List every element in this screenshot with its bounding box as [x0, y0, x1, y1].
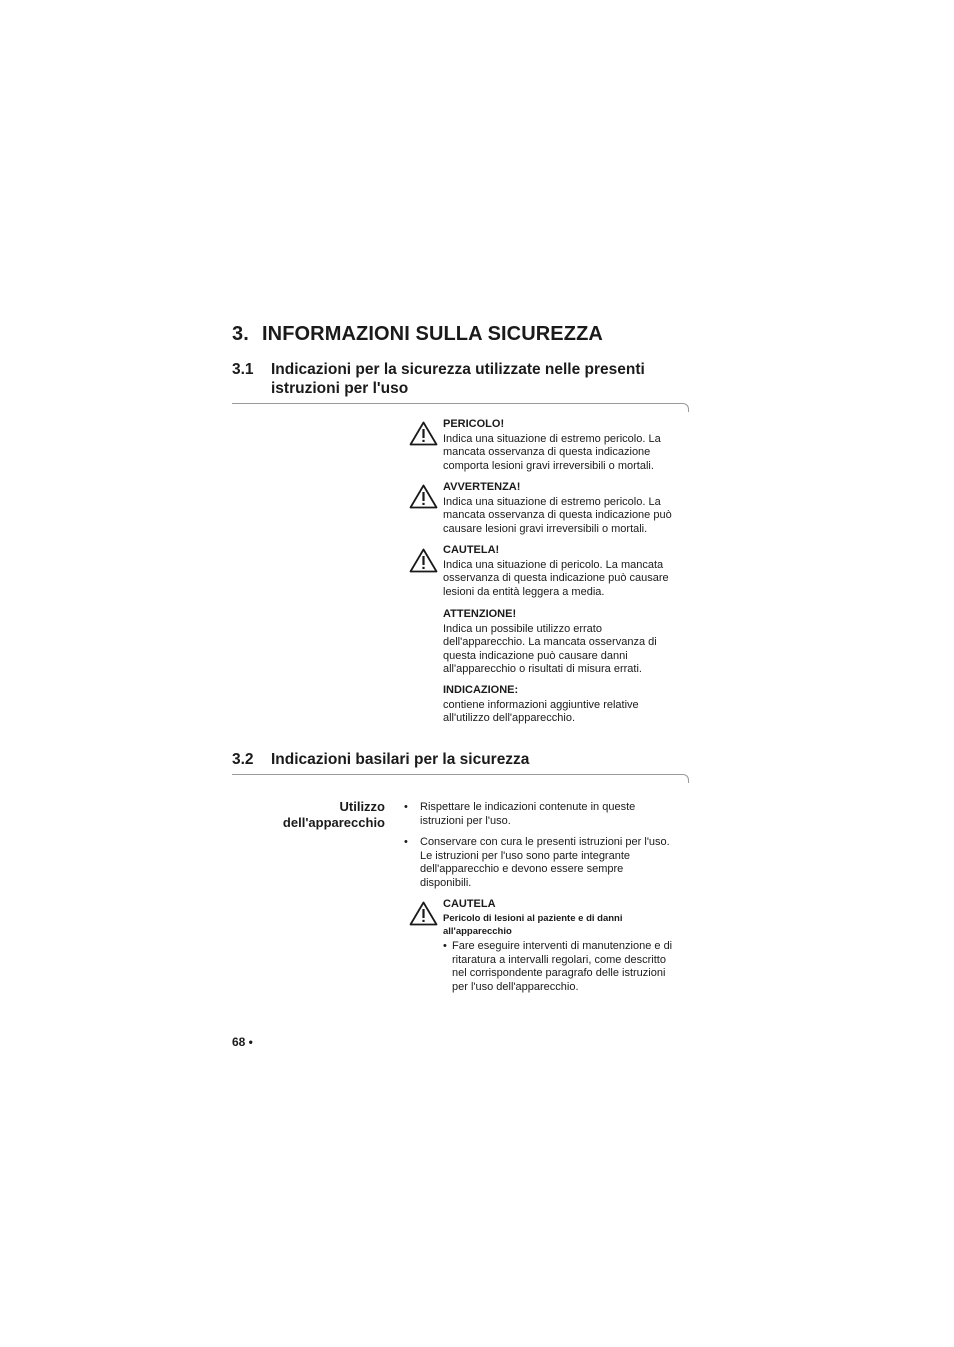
section-title-line1: Indicazioni per la sicurezza utilizzate nelle presenti — [271, 361, 645, 378]
caution-label — [443, 898, 693, 912]
notice-avvertenza — [443, 481, 693, 536]
list-item — [443, 940, 693, 996]
notice-label: AVVERTENZA! — [443, 481, 521, 493]
notice-label: INDICAZIONE: — [443, 684, 519, 696]
list-item — [404, 836, 694, 894]
caution-subtitle: Pericolo di lesioni al paziente e di danni all'apparecchio — [443, 913, 623, 937]
bullet-dot: • — [404, 836, 408, 848]
section-title: Indicazioni basilari per la sicurezza — [271, 751, 530, 768]
section-heading-3-1 — [232, 360, 692, 400]
bullet-dot: • — [443, 940, 447, 952]
notice-label: CAUTELA! — [443, 544, 500, 556]
chapter-title — [232, 323, 603, 346]
page-number: 68 • — [232, 1035, 253, 1049]
bullet-dot: • — [404, 801, 408, 813]
notice-text: contiene informazioni aggiuntive relative all'utilizzo dell'apparecchio. — [443, 698, 639, 725]
section-title-line2: istruzioni per l'uso — [271, 380, 409, 397]
warning-triangle-icon — [409, 901, 438, 926]
notice-label: ATTENZIONE! — [443, 608, 517, 620]
section-divider — [232, 403, 682, 404]
chapter-title-text: INFORMAZIONI SULLA SICUREZZA — [262, 323, 603, 345]
notice-cautela — [443, 544, 693, 599]
notice-pericolo — [443, 418, 693, 473]
notice-indicazione — [443, 684, 693, 726]
section-divider-corner — [682, 403, 689, 412]
notice-label: PERICOLO! — [443, 418, 505, 430]
section-heading-3-2 — [232, 750, 692, 770]
list-item-text: Conservare con cura le presenti istruzioni per l'uso. Le istruzioni per l'uso sono parte integrante dell'apparecchio e devono essere sempre disponibili. — [420, 836, 670, 889]
notice-text: Indica un possibile utilizzo errato dell'apparecchio. La mancata osservanza di questa indicazione può causare danni all'apparecchio o risultati di misura errati. — [443, 622, 657, 676]
list-item-text: Rispettare le indicazioni contenute in queste istruzioni per l'uso. — [420, 801, 636, 827]
warning-triangle-icon — [409, 421, 438, 446]
section-divider-corner — [682, 774, 689, 783]
notice-attenzione — [443, 608, 693, 677]
notice-text: Indica una situazione di estremo pericolo. La mancata osservanza di questa indicazione comporta lesioni gravi irreversibili o mortali. — [443, 432, 661, 472]
list-item — [404, 801, 694, 831]
side-label-utilizzo: Utilizzo dell'apparecchio — [282, 799, 385, 830]
warning-triangle-icon — [409, 484, 438, 509]
list-item-text: Fare eseguire interventi di manutenzione e di ritaratura a intervalli regolari, come descritto nel corrispondente paragrafo delle istruzioni per l'uso dell'apparecchio. — [452, 940, 673, 993]
section-number: 3.2 — [232, 751, 254, 768]
warning-triangle-icon — [409, 548, 438, 573]
notice-text: Indica una situazione di estremo pericolo. La mancata osservanza di questa indicazione può causare lesioni gravi irreversibili o mortali. — [443, 495, 672, 535]
chapter-number: 3. — [232, 323, 249, 345]
notice-text: Indica una situazione di pericolo. La mancata osservanza di questa indicazione può causare lesioni da entità leggera a media. — [443, 558, 669, 598]
caution-label-text: CAUTELA — [443, 898, 496, 910]
section-divider — [232, 774, 682, 775]
section-number: 3.1 — [232, 361, 254, 378]
